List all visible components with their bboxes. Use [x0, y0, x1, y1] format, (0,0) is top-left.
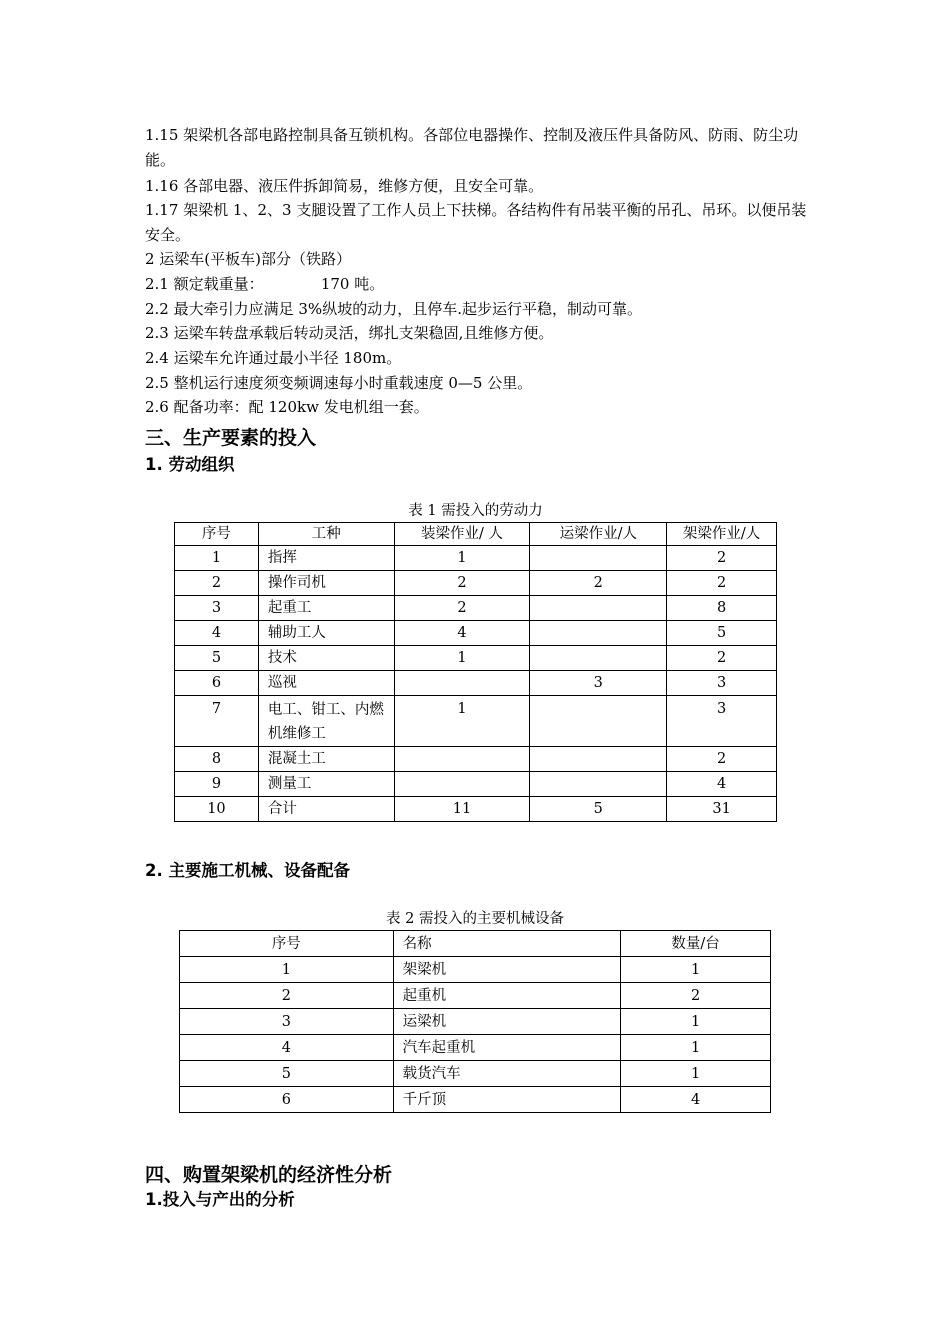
table-row: [175, 797, 777, 822]
table-cell: 2: [530, 571, 667, 596]
table-cell: 合计: [258, 797, 394, 822]
paragraph-2-6: 2.6 配备功率：配 120kw 发电机组一套。: [145, 398, 429, 416]
table2-caption: 表 2 需投入的主要机械设备: [386, 911, 564, 927]
paragraph-1-15: 1.15 架梁机各部电路控制具备互锁机构。各部位电器操作、控制及液压件具备防风、防雨、防尘功能。: [145, 126, 799, 169]
table-cell: [394, 772, 530, 797]
table-cell: 3: [667, 671, 777, 696]
header-cell: 名称: [393, 931, 621, 957]
table-cell: 7: [175, 696, 259, 747]
table-cell: 3: [530, 671, 667, 696]
table-row: [180, 1061, 771, 1087]
table-cell: 5: [180, 1061, 394, 1087]
table-cell: 1: [394, 646, 530, 671]
table-cell: 运梁机: [393, 1009, 621, 1035]
table-cell: 6: [175, 671, 259, 696]
paragraph-1-16: 1.16 各部电器、液压件拆卸简易，维修方便，且安全可靠。: [145, 177, 544, 195]
table-cell: 1: [621, 957, 771, 983]
header-cell: 序号: [175, 523, 259, 546]
table-header-row: [180, 931, 771, 957]
table-cell: 10: [175, 797, 259, 822]
table-cell: 4: [394, 621, 530, 646]
table-cell: 1: [394, 696, 530, 747]
table-cell: 2: [394, 596, 530, 621]
paragraph-2-1: 2.1 额定载重量： 170 吨。: [145, 275, 385, 293]
equipment-table: [179, 930, 771, 1113]
table-cell: [530, 696, 667, 747]
table-row: [175, 546, 777, 571]
table-cell: 4: [175, 621, 259, 646]
table-cell: [530, 546, 667, 571]
table-cell: 5: [667, 621, 777, 646]
labor-table: [174, 522, 777, 822]
table-cell: 2: [667, 646, 777, 671]
paragraph-2-4: 2.4 运梁车允许通过最小半径 180m。: [145, 349, 402, 367]
table-cell: 载货汽车: [393, 1061, 621, 1087]
paragraph-2-5: 2.5 整机运行速度须变频调速每小时重载速度 0—5 公里。: [145, 374, 533, 392]
table-cell: 11: [394, 797, 530, 822]
table-cell: 1: [180, 957, 394, 983]
table-row: [180, 1035, 771, 1061]
paragraph-2-2: 2.2 最大牵引力应满足 3%纵坡的动力，且停车.起步运行平稳，制动可靠。: [145, 300, 642, 318]
table-cell: 8: [667, 596, 777, 621]
table-cell: 4: [180, 1035, 394, 1061]
table-cell: [394, 671, 530, 696]
input-output-heading: 1.投入与产出的分析: [145, 1190, 295, 1209]
table-cell: [530, 772, 667, 797]
table-cell: 2: [394, 571, 530, 596]
table-cell: 1: [621, 1035, 771, 1061]
table-row: [175, 596, 777, 621]
table-cell: 起重工: [258, 596, 394, 621]
table-cell: 3: [180, 1009, 394, 1035]
table-cell: 2: [621, 983, 771, 1009]
section-3-heading: 三、生产要素的投入: [145, 427, 317, 449]
table-cell: 2: [180, 983, 394, 1009]
table-row: [175, 671, 777, 696]
table-cell: 4: [621, 1087, 771, 1113]
header-cell: 数量/台: [621, 931, 771, 957]
table-cell: 操作司机: [258, 571, 394, 596]
table-cell: 电工、钳工、内燃机维修工: [258, 696, 394, 747]
table-row: [175, 571, 777, 596]
header-cell: 工种: [258, 523, 394, 546]
table-cell: 5: [530, 797, 667, 822]
table-cell: 起重机: [393, 983, 621, 1009]
table-cell: 2: [667, 546, 777, 571]
table-cell: 6: [180, 1087, 394, 1113]
table-cell: 技术: [258, 646, 394, 671]
table-cell: 1: [621, 1009, 771, 1035]
table-cell: [530, 596, 667, 621]
equipment-heading: 2. 主要施工机械、设备配备: [145, 861, 350, 880]
table-cell: 2: [667, 571, 777, 596]
table-cell: 架梁机: [393, 957, 621, 983]
table-row: [180, 1009, 771, 1035]
header-cell: 装梁作业/ 人: [394, 523, 530, 546]
table-row: [180, 1087, 771, 1113]
table-header-row: [175, 523, 777, 546]
table-cell: 1: [394, 546, 530, 571]
table-row: [180, 957, 771, 983]
table-row: [175, 621, 777, 646]
table-cell: 巡视: [258, 671, 394, 696]
paragraph-2: 2 运梁车(平板车)部分（铁路）: [145, 250, 352, 268]
table-row: [180, 983, 771, 1009]
table-cell: 31: [667, 797, 777, 822]
table-cell: 1: [621, 1061, 771, 1087]
table-cell: [530, 621, 667, 646]
table-cell: 测量工: [258, 772, 394, 797]
table-cell: 2: [175, 571, 259, 596]
labor-organization-heading: 1. 劳动组织: [145, 455, 235, 474]
table-cell: [530, 646, 667, 671]
table-cell: 3: [175, 596, 259, 621]
table1-caption: 表 1 需投入的劳动力: [408, 503, 543, 519]
table-cell: [394, 747, 530, 772]
paragraph-1-17: 1.17 架梁机 1、2、3 支腿设置了工作人员上下扶梯。各结构件有吊装平衡的吊孔、吊环。以便吊装安全。: [145, 201, 807, 244]
table-row: [175, 696, 777, 747]
table-cell: 千斤顶: [393, 1087, 621, 1113]
table-cell: 汽车起重机: [393, 1035, 621, 1061]
table-cell: 9: [175, 772, 259, 797]
table-cell: 4: [667, 772, 777, 797]
paragraph-2-3: 2.3 运梁车转盘承载后转动灵活，绑扎支架稳固,且维修方便。: [145, 324, 554, 342]
table-cell: [530, 747, 667, 772]
table-cell: 5: [175, 646, 259, 671]
section-4-heading: 四、购置架梁机的经济性分析: [145, 1164, 393, 1186]
header-cell: 序号: [180, 931, 394, 957]
table-cell: 3: [667, 696, 777, 747]
table-cell: 1: [175, 546, 259, 571]
table-cell: 辅助工人: [258, 621, 394, 646]
header-cell: 运梁作业/人: [530, 523, 667, 546]
table-row: [175, 772, 777, 797]
table-cell: 8: [175, 747, 259, 772]
table-cell: 混凝土工: [258, 747, 394, 772]
table-row: [175, 646, 777, 671]
table-cell: 指挥: [258, 546, 394, 571]
table-row: [175, 747, 777, 772]
header-cell: 架梁作业/人: [667, 523, 777, 546]
table-cell: 2: [667, 747, 777, 772]
